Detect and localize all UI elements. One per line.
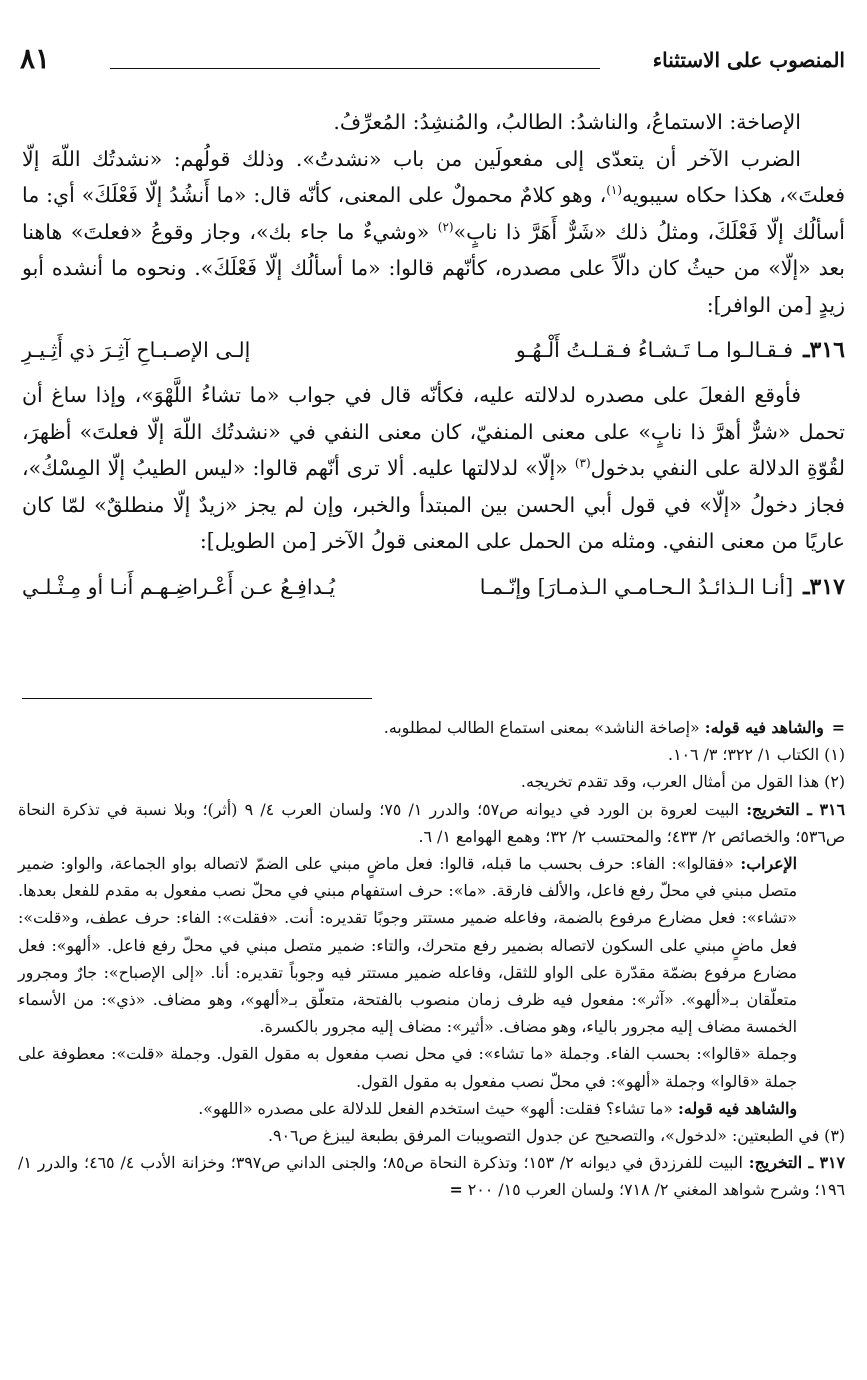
verse-317 [22,568,845,606]
takhrij-316: ٣١٦ ـ التخريج: البيت لعروة بن الورد في ديوانه ص٥٧؛ والدرر ١/ ٧٥؛ ولسان العرب ٤/ ٩ (أثر)؛ وبلا نسبة في تذكرة النحاة ص٥٣٦؛ والخصائص ٢/ ٤٣٣؛ والمحتسب ٢/ ٣٢؛ وهمع الهوامع ١/ ٦. [18,799,846,846]
paragraph-second-type: الضرب الآخر أن يتعدّى إلى مفعولَين من باب «نشدتُ». وذلك قولُهم: «نشدتُك اللّهَ إلّا فعلتَ»، هكذا حكاه سيبويه$^{(١)}$، وهو كلامٌ محمولٌ على المعنى، كأنّه قال: «ما أَنشُدُ إلّا فَعْلَكَ» أي: ما أسألُك إلّا فَعْلَكَ، ومثلُ ذلك «شَرٌّ أَهَرَّ ذا نابٍ»$^{(٢)}$ «وشيءٌ ما جاء بك»، وجاز وقوعُ «فعلتَ» هاهنا بعد «إلّا» من حيثُ كان دالّاً على مصدره، كأنّهم قالوا: «ما أسألُك إلّا فَعْلَكَ». ونحوه ما أنشده أبو زيدٍ [من الوافر]: [22,146,845,317]
footnote-ref-2: (٢) [437,219,454,234]
footnote-rule [22,698,372,699]
shahid-316: والشاهد فيه قوله: «ما تشاء؟ فقلت: ألهو» حيث استخدم الفعل للدلالة على مصدره «اللهو». [198,1098,797,1118]
paragraph-definitions: الإصاخة: الاستماعُ، والناشدُ: الطالبُ، والمُنشِدُ: المُعرِّفُ. [333,110,801,134]
footnote-continuation: =والشاهد فيه قوله: «إصاخة الناشد» بمعنى استماع الطالب لمطلوبه. [383,718,845,737]
paragraph-explanation: فأوقع الفعلَ على مصدره لدلالته عليه، فكأنّه قال في جواب «ما تشاءُ اللَّهْوَ»، وإذا ساغ أن تحمل «شرٌّ أهرَّ ذا نابٍ» على معنى المنفيّ، كان معنى النفي في «نشدتُك اللّهَ إلّا فعلتَ» أظهرَ، لقُوّةِ الدلالة على النفي بدخول$^{(٣)}$ «إلّا» لدلالتها عليه. ألا ترى أنّهم قالوا: «ليس الطيبُ إلّا المِسْكُ»، فجاز دخولُ «إلّا» في قول أبي الحسن بين المبتدأ والخبر، وإن لم يجز «زيدٌ إلّا منطلقٌ» لمّا كان عاريًا من معنى النفي. ومثله من الحمل على المعنى قولُ الآخر [من الطويل]: [22,383,845,553]
verse-hemistich-second: يُـدافِـعُ عـن أَعْـراضِـهـم أَنـا أو مِـثْـلـي [22,574,336,599]
main-text [22,104,845,614]
footnote-ref-3: (٣) [574,456,591,471]
verse-316 [22,331,845,369]
running-title: المنصوب على الاستثناء [652,48,845,72]
verse-number: ٣١٧ـ [803,573,845,600]
footnote-2: (٢) هذا القول من أمثال العرب، وقد تقدم تخريجه. [520,772,845,792]
irab-316: الإعراب: «فقالوا»: الفاء: حرف بحسب ما قبله، قالوا: فعل ماضٍ مبني على الضمّ لاتصاله بواو الجماعة، والواو: ضمير متصل مبني في محلّ رفع فاعل، والألف فارقة. «ما»: حرف استفهام مبني في محلّ نصب مفعول به مقدم للفعل بعدها. «تشاء»: فعل مضارع مرفوع بالضمة، وفاعله ضمير مستتر وجوبًا تقديره: أنت. «فقلت»: الفاء: حرف عطف، و«قلت»: فعل ماضٍ مبني على السكون لاتصاله بضمير رفع متحرك، والتاء: ضمير متصل مبني في محلّ رفع فاعل. «ألهو»: فعل مضارع مرفوع بضمّة مقدّرة على الواو للثقل، وفاعله ضمير مستتر فيه وجوباً تقديره: أنا. «إلى الإصباح»: جارٌ ومجرور متعلّقان بـ«ألهو». «آثر»: مفعول فيه ظرف زمان منصوب بالفتحة، متعلّق بـ«ألهو»، وهو مضاف. «ذي»: من الأسماء الخمسة مضاف إليه مجرور بالياء، وهو مضاف. «أثير»: مضاف إليه مجرور بالكسرة. [18,854,797,1037]
header-rule [110,68,600,69]
takhrij-317: ٣١٧ ـ التخريج: البيت للفرزدق في ديوانه ٢/ ١٥٣؛ وتذكرة النحاة ص٨٥؛ والجنى الداني ص٣٩٧؛ وخزانة الأدب ٤/ ٤٦٥؛ والدرر ١/ ١٩٦؛ وشرح شواهد المغني ٢/ ٧١٨؛ ولسان العرب ١٥/ ٢٠٠ = [18,1153,845,1200]
footnote-3: (٣) في الطبعتين: «لدخول»، والتصحيح عن جدول التصويبات المرفق بطبعة ليبزغ ص٩٠٦. [268,1126,845,1146]
verse-number: ٣١٦ـ [803,337,845,363]
footnote-ref-1: (١) [606,183,623,198]
footnote-1: (١) الكتاب ١/ ٣٢٢؛ ٣/ ١٠٦. [668,745,845,765]
sentences-316: وجملة «قالوا»: بحسب الفاء. وجملة «ما تشاء»: في محل نصب مفعول به مقول القول. وجملة «قلت»: معطوفة على جملة «قالوا» وجملة «ألهو»: في محلّ نصب مفعول به مقول القول. [18,1044,797,1091]
page-number: ٨١ [20,42,51,75]
verse-hemistich-first: [أنـا الـذائـدُ الـحـامـي الـذمـارَ] وإنّـمـا [479,574,794,599]
verse-hemistich-first: فـقـالـوا مـا تَـشـاءُ فـقـلـتُ أَلْـهُـو [515,338,794,362]
page-header [20,40,845,80]
verse-hemistich-second: إلـى الإصـبـاحِ آثِـرَ ذي أَثِـيـرِ [22,338,251,362]
footnotes [18,714,845,1204]
